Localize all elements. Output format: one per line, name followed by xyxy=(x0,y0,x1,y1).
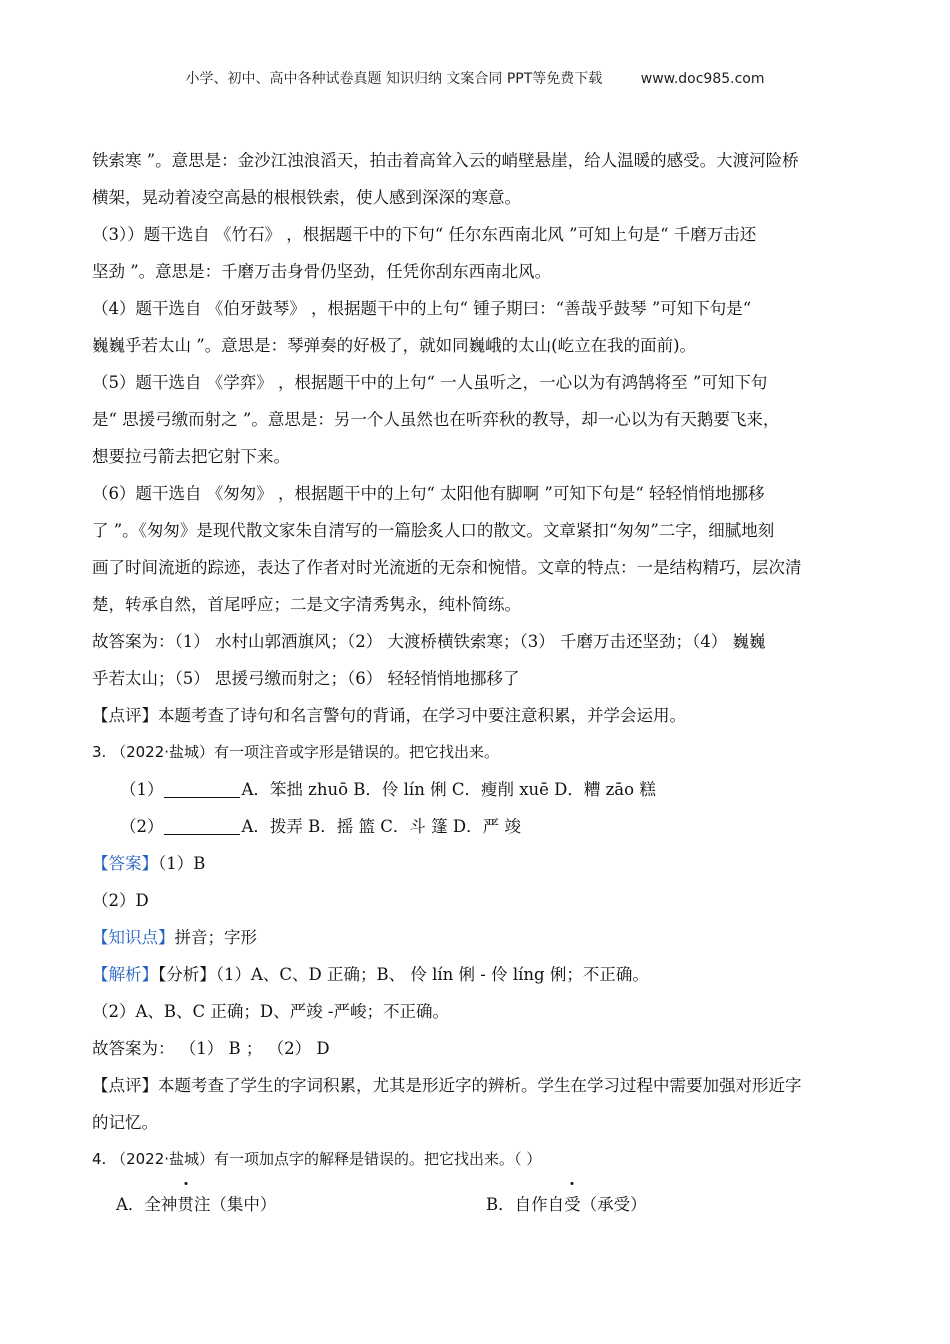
option-b-prefix: B．自作自 xyxy=(486,1195,565,1214)
text-line: 想要拉弓箭去把它射下来。 xyxy=(92,447,290,466)
text-line: （6）题干选自 《匆匆》 ，根据题干中的上句“ 太阳他有脚啊 ”可知下句是“ 轻轻悄悄地挪移 xyxy=(92,484,765,503)
text-line: 画了时间流逝的踪迹，表达了作者对时光流逝的无奈和惋惜。文章的特点：一是结构精巧，层次清 xyxy=(92,558,802,577)
question-4-title: 4. （2022·盐城）有一项加点字的解释是错误的。把它找出来。（ ） xyxy=(92,1150,542,1168)
option-a-suffix: 注（集中） xyxy=(193,1195,277,1214)
option-a[interactable] xyxy=(92,1186,462,1223)
text-line: 坚劲 ”。意思是：千磨万击身骨仍坚劲，任凭你刮东西南北风。 xyxy=(92,262,552,281)
answer-tag: 【答案】 xyxy=(92,854,158,873)
answer-row xyxy=(92,845,862,882)
answer-line: 乎若太山；（5） 思援弓缴而射之；（6） 轻轻悄悄地挪移了 xyxy=(92,669,520,688)
comment-line: 【点评】本题考查了学生的字词积累，尤其是形近字的辨析。学生在学习过程中需要加强对形近字 xyxy=(92,1076,802,1095)
dotted-char: 受 xyxy=(564,1186,581,1223)
answer-row: （2）D xyxy=(92,891,149,910)
analysis-row: （2）A、B、C 正确；D、严竣 -严峻；不正确。 xyxy=(92,1002,449,1021)
text-line: 铁索寒 ”。意思是：金沙江浊浪滔天，拍击着高耸入云的峭壁悬崖，给人温暖的感受。大渡河险桥 xyxy=(92,151,799,170)
document-content xyxy=(92,142,862,1223)
text-line: 横架，晃动着凌空高悬的根根铁索，使人感到深深的寒意。 xyxy=(92,188,521,207)
text-line: 了 ”。《匆匆》是现代散文家朱自清写的一篇脍炙人口的散文。文章紧扣“匆匆”二字，细腻地刻 xyxy=(92,521,775,540)
dotted-char: 贯 xyxy=(177,1186,194,1223)
answer-text: （1）B xyxy=(158,854,206,873)
option-b-suffix: （承受） xyxy=(580,1195,647,1214)
option-b[interactable] xyxy=(462,1186,832,1223)
text-line: （4）题干选自 《伯牙鼓琴》 ，根据题干中的上句“ 锺子期曰：“善哉乎鼓琴 ”可知下句是“ xyxy=(92,299,752,318)
comment-line: 【点评】本题考查了诗句和名言警句的背诵，在学习中要注意积累，并学会运用。 xyxy=(92,706,686,725)
option-a-prefix: A．全神 xyxy=(116,1195,178,1214)
sub-options: A．笨拙 zhuō B．伶 lín 俐 C．瘦削 xuē D．糟 zāo 糕 xyxy=(241,780,656,799)
text-line: 是“ 思援弓缴而射之 ”。意思是：另一个人虽然也在听弈秋的教导，却一心以为有天鹅要飞来， xyxy=(92,410,780,429)
answer-blank[interactable] xyxy=(164,779,240,798)
text-line: （3））题干选自 《竹石》 ，根据题干中的下句“ 任尔东西南北风 ”可知上句是“ 千磨万击还 xyxy=(92,225,757,244)
sub-options: A．拨弄 B．摇 篮 C．斗 篷 D．严 竣 xyxy=(241,817,521,836)
knowledge-text: 拼音；字形 xyxy=(174,928,257,947)
analysis-text: 【分析】（1）A、C、D 正确；B、 伶 lín 俐 - 伶 líng 俐；不正确。 xyxy=(158,965,649,984)
text-line: （5）题干选自 《学弈》 ，根据题干中的上句“ 一人虽听之，一心以为有鸿鹄将至 ”可知下句 xyxy=(92,373,768,392)
question-3-title: 3. （2022·盐城）有一项注音或字形是错误的。把它找出来。 xyxy=(92,743,500,761)
question-4-options xyxy=(92,1186,862,1223)
header-banner: 小学、初中、高中各种试卷真题 知识归纳 文案合同 PPT等免费下载 xyxy=(185,71,603,87)
page-header xyxy=(0,68,950,88)
header-site-link[interactable]: www.doc985.com xyxy=(640,71,765,87)
final-answer: 故答案为： （1） B ； （2） D xyxy=(92,1039,330,1058)
analysis-row xyxy=(92,956,862,993)
comment-line: 的记忆。 xyxy=(92,1113,158,1132)
sub-number: （2） xyxy=(120,817,164,836)
answer-line: 故答案为：（1） 水村山郭酒旗风；（2） 大渡桥横铁索寒；（3） 千磨万击还坚劲；（4） 巍巍 xyxy=(92,632,766,651)
question-3-sub-1 xyxy=(92,771,862,808)
knowledge-tag: 【知识点】 xyxy=(92,928,175,947)
question-3-sub-2 xyxy=(92,808,862,845)
text-line: 巍巍乎若太山 ”。意思是：琴弹奏的好极了，就如同巍峨的太山(屹立在我的面前)。 xyxy=(92,336,697,355)
knowledge-row xyxy=(92,919,862,956)
text-line: 楚，转承自然，首尾呼应；二是文字清秀隽永，纯朴简练。 xyxy=(92,595,521,614)
answer-blank[interactable] xyxy=(164,816,240,835)
analysis-tag: 【解析】 xyxy=(92,965,158,984)
sub-number: （1） xyxy=(120,780,164,799)
